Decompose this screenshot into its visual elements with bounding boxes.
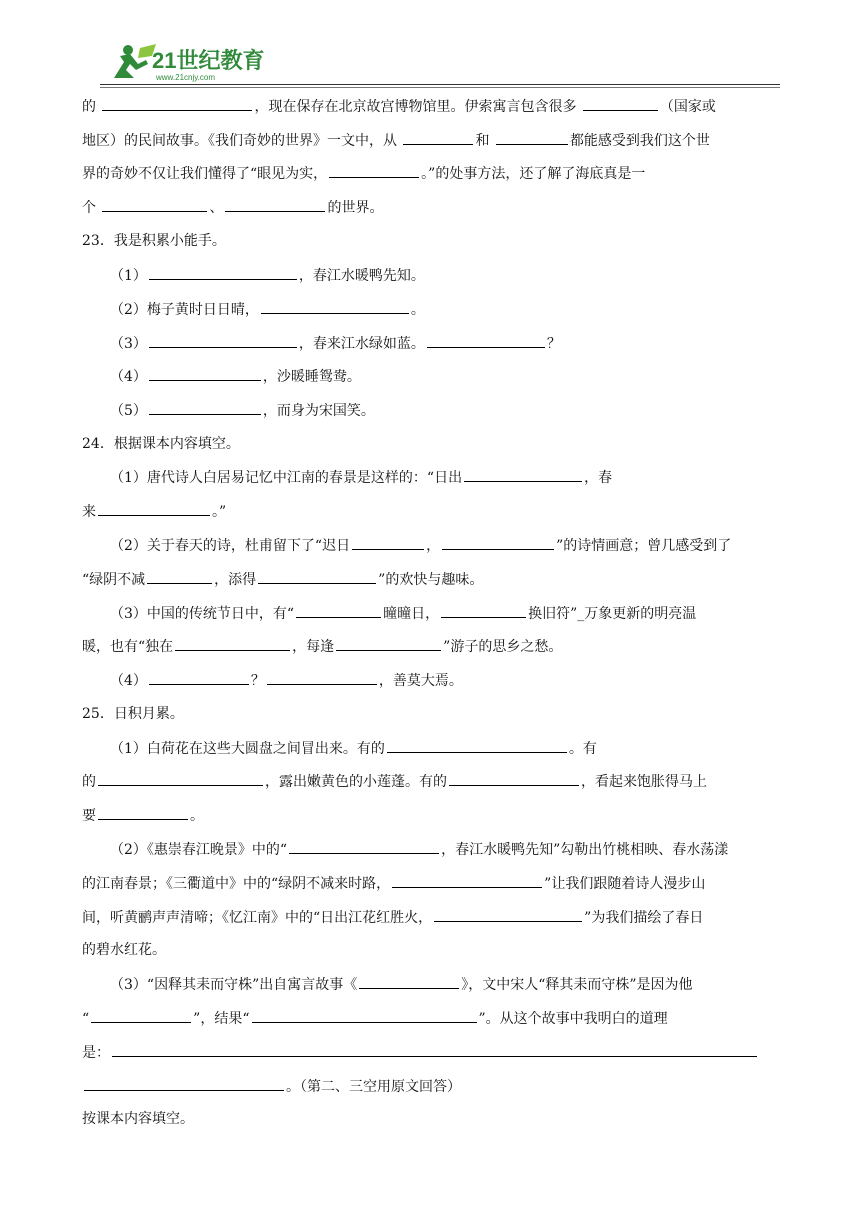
line-text: （国家或 bbox=[659, 99, 716, 115]
line-text: ，善莫大焉。 bbox=[378, 673, 463, 689]
text-line bbox=[82, 501, 226, 522]
line-text: 按课本内容填空。 bbox=[82, 1111, 194, 1127]
line-text: 来 bbox=[82, 504, 96, 520]
line-text: （2）关于春天的诗，杜甫留下了“迟日 bbox=[110, 538, 351, 554]
line-text: ”为我们描绘了春日 bbox=[584, 910, 704, 926]
answer-blank[interactable] bbox=[98, 805, 188, 820]
text-line bbox=[82, 704, 184, 724]
line-text: 》，文中宋人“释其耒而守株”是因为他 bbox=[461, 977, 693, 993]
answer-blank[interactable] bbox=[91, 1008, 191, 1023]
answer-blank[interactable] bbox=[352, 535, 424, 550]
line-text: ，看起来饱胀得马上 bbox=[581, 774, 707, 790]
text-line bbox=[110, 299, 425, 320]
line-text: 。 bbox=[190, 808, 204, 824]
answer-blank[interactable] bbox=[359, 974, 459, 989]
text-line bbox=[82, 1008, 668, 1029]
line-text: 的 bbox=[82, 774, 96, 790]
answer-blank[interactable] bbox=[84, 1076, 284, 1091]
answer-blank[interactable] bbox=[225, 197, 325, 212]
line-text: ”，结果“ bbox=[193, 1011, 250, 1027]
text-line bbox=[110, 974, 693, 995]
text-line bbox=[110, 535, 731, 556]
line-text: （1） bbox=[110, 268, 147, 284]
line-text: 界的奇妙不仅让我们懂得了“眼见为实， bbox=[82, 166, 328, 182]
line-text: ，添得 bbox=[214, 572, 257, 588]
line-text: ，现在保存在北京故宫博物馆里。伊索寓言包含很多 bbox=[254, 99, 581, 115]
line-text: ，露出嫩黄色的小莲蓬。有的 bbox=[265, 774, 447, 790]
line-text: ，每逢 bbox=[292, 639, 335, 655]
text-line bbox=[82, 1109, 194, 1129]
line-text: （4） bbox=[110, 369, 147, 385]
text-line bbox=[82, 636, 562, 657]
line-text: ”让我们跟随着诗人漫步山 bbox=[544, 876, 706, 892]
line-text: （1）唐代诗人白居易记忆中江南的春景是这样的：“日出 bbox=[110, 470, 463, 486]
text-line bbox=[82, 96, 716, 117]
line-text: 。（第二、三空用原文回答） bbox=[286, 1079, 461, 1095]
text-line bbox=[110, 400, 375, 421]
line-text: 。”的处事方法，还了解了海底真是一 bbox=[421, 166, 646, 182]
line-text: ”游子的思乡之愁。 bbox=[443, 639, 563, 655]
answer-blank[interactable] bbox=[98, 501, 210, 516]
text-line bbox=[110, 366, 361, 387]
answer-blank[interactable] bbox=[403, 130, 473, 145]
text-line bbox=[82, 940, 166, 960]
answer-blank[interactable] bbox=[296, 603, 381, 618]
answer-blank[interactable] bbox=[252, 1008, 477, 1023]
answer-blank[interactable] bbox=[149, 670, 249, 685]
answer-blank[interactable] bbox=[149, 265, 297, 280]
line-text: ，春 bbox=[584, 470, 613, 486]
text-line bbox=[82, 434, 240, 454]
text-line bbox=[110, 670, 463, 691]
text-line bbox=[82, 1042, 759, 1063]
line-text: 。 bbox=[410, 302, 425, 318]
answer-blank[interactable] bbox=[175, 636, 290, 651]
line-text: 25．日积月累。 bbox=[82, 706, 184, 722]
text-line bbox=[82, 873, 705, 894]
line-text: 的碧水红花。 bbox=[82, 942, 166, 958]
line-text: ，春来江水绿如蓝。 bbox=[298, 336, 425, 352]
line-text: 个 bbox=[82, 200, 101, 216]
line-text: 换旧符”_万象更新的明亮温 bbox=[528, 606, 697, 622]
text-line bbox=[82, 163, 645, 184]
line-text: 24．根据课本内容填空。 bbox=[82, 436, 240, 452]
line-text: 、 bbox=[209, 200, 224, 216]
text-line bbox=[110, 467, 612, 488]
answer-blank[interactable] bbox=[464, 467, 582, 482]
line-text: 23．我是积累小能手。 bbox=[82, 233, 226, 249]
line-text: （4） bbox=[110, 673, 147, 689]
answer-blank[interactable] bbox=[496, 130, 568, 145]
text-line bbox=[82, 569, 483, 590]
line-text: “ bbox=[82, 1011, 90, 1027]
line-text: 地区）的民间故事。《我们奇妙的世界》一文中，从 bbox=[82, 133, 402, 149]
answer-blank[interactable] bbox=[387, 738, 567, 753]
svg-text:21世纪教育: 21世纪教育 bbox=[152, 48, 265, 73]
text-line bbox=[82, 1076, 461, 1097]
answer-blank[interactable] bbox=[392, 873, 542, 888]
answer-blank[interactable] bbox=[427, 333, 545, 348]
answer-blank[interactable] bbox=[102, 197, 207, 212]
line-text: 的 bbox=[82, 99, 101, 115]
21cnjy-logo bbox=[100, 38, 280, 84]
text-line bbox=[110, 265, 425, 286]
line-text: （3） bbox=[110, 336, 147, 352]
line-text: ”的欢快与趣味。 bbox=[378, 572, 484, 588]
line-text: 都能感受到我们这个世 bbox=[569, 133, 710, 149]
answer-blank[interactable] bbox=[102, 96, 252, 111]
line-text: “绿阴不减 bbox=[82, 572, 146, 588]
text-line bbox=[82, 130, 710, 151]
answer-blank[interactable] bbox=[329, 163, 419, 178]
answer-blank[interactable] bbox=[442, 535, 554, 550]
answer-blank[interactable] bbox=[583, 96, 658, 111]
line-text: 的江南春景；《三衢道中》中的“绿阴不减来时路， bbox=[82, 876, 391, 892]
line-text: 要 bbox=[82, 808, 96, 824]
line-text: （3）“因释其耒而守株”出自寓言故事《 bbox=[110, 977, 358, 993]
line-text: （3）中国的传统节日中，有“ bbox=[110, 606, 295, 622]
line-text: 。” bbox=[212, 504, 227, 520]
text-line bbox=[110, 839, 728, 860]
line-text: （2）梅子黄时日日晴， bbox=[110, 302, 259, 318]
answer-blank[interactable] bbox=[449, 771, 579, 786]
line-text: 是： bbox=[82, 1045, 110, 1061]
line-text: ？ bbox=[250, 673, 265, 689]
answer-blank[interactable] bbox=[147, 569, 212, 584]
answer-blank[interactable] bbox=[149, 366, 261, 381]
answer-blank[interactable] bbox=[267, 670, 377, 685]
line-text: ？ bbox=[546, 336, 561, 352]
header-rule bbox=[100, 84, 780, 85]
answer-blank[interactable] bbox=[258, 569, 376, 584]
answer-blank[interactable] bbox=[112, 1042, 757, 1057]
line-text: 曈曈日， bbox=[383, 606, 440, 622]
line-text: 。有 bbox=[568, 741, 597, 757]
line-text: 间，听黄鹂声声清啼；《忆江南》中的“日出江花红胜火， bbox=[82, 910, 433, 926]
answer-blank[interactable] bbox=[261, 299, 409, 314]
answer-blank[interactable] bbox=[98, 771, 263, 786]
line-text: ，而身为宋国笑。 bbox=[262, 403, 375, 419]
answer-blank[interactable] bbox=[336, 636, 441, 651]
svg-text:www.21cnjy.com: www.21cnjy.com bbox=[156, 73, 215, 82]
text-line bbox=[82, 805, 204, 826]
text-line bbox=[82, 907, 703, 928]
line-text: 暖，也有“独在 bbox=[82, 639, 174, 655]
page-header bbox=[100, 38, 780, 90]
line-text: 和 bbox=[475, 133, 494, 149]
text-line bbox=[110, 603, 696, 624]
text-line bbox=[82, 231, 226, 251]
line-text: ，沙暖睡鸳鸯。 bbox=[262, 369, 361, 385]
line-text: ”。从这个故事中我明白的道理 bbox=[478, 1011, 668, 1027]
text-line bbox=[82, 197, 383, 218]
line-text: ”的诗情画意；曾几感受到了 bbox=[556, 538, 732, 554]
text-line bbox=[82, 771, 707, 792]
line-text: ，春江水暖鸭先知。 bbox=[298, 268, 425, 284]
answer-blank[interactable] bbox=[149, 400, 261, 415]
answer-blank[interactable] bbox=[289, 839, 439, 854]
answer-blank[interactable] bbox=[441, 603, 526, 618]
text-line bbox=[110, 738, 597, 759]
line-text: 的世界。 bbox=[327, 200, 384, 216]
line-text: ，春江水暖鸭先知”勾勒出竹桃相映、春水荡漾 bbox=[441, 842, 729, 858]
text-line bbox=[110, 333, 561, 354]
line-text: （1）白荷花在这些大圆盘之间冒出来。有的 bbox=[110, 741, 385, 757]
header-rule-thin bbox=[100, 87, 780, 88]
answer-blank[interactable] bbox=[434, 907, 582, 922]
line-text: （2）《惠崇春江晚景》中的“ bbox=[110, 842, 288, 858]
line-text: （5） bbox=[110, 403, 147, 419]
answer-blank[interactable] bbox=[149, 333, 297, 348]
line-text: ， bbox=[426, 538, 441, 554]
